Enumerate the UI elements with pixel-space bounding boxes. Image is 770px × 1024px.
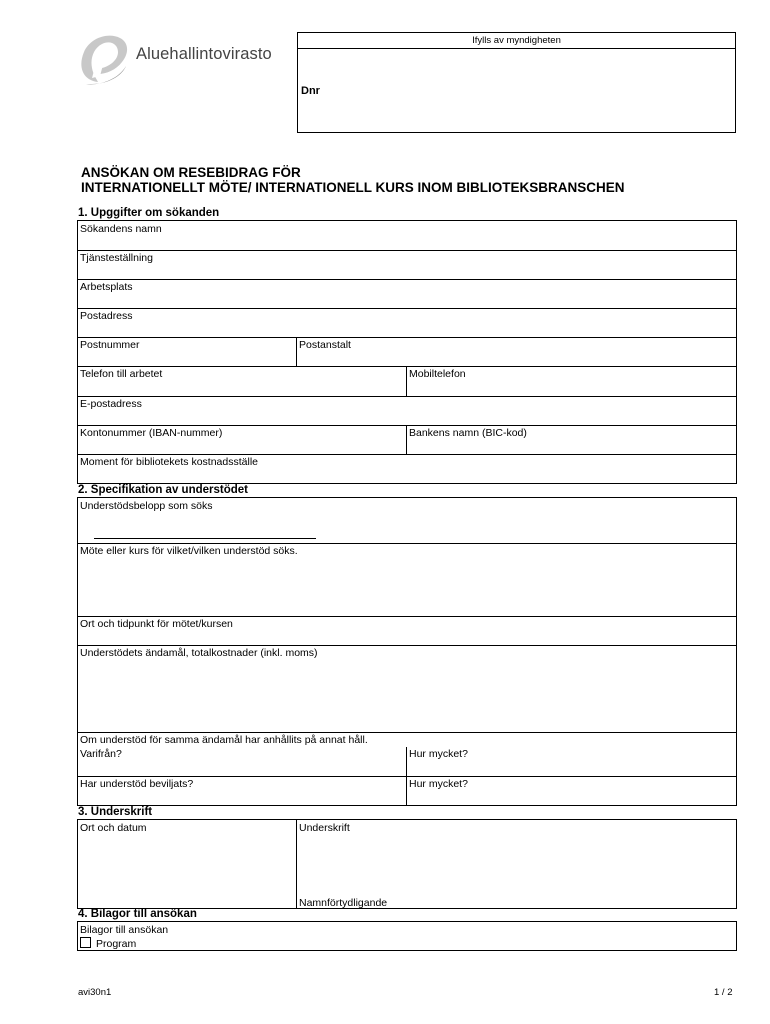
from-where-field[interactable]: Varifrån?: [80, 748, 122, 760]
dnr-label: Dnr: [301, 85, 320, 97]
program-checkbox[interactable]: [80, 937, 91, 948]
section3-heading: 3. Underskrift: [78, 806, 153, 818]
section2-box: [77, 497, 737, 806]
section1-box: [77, 220, 737, 484]
form-title-line1: ANSÖKAN OM RESEBIDRAG FÖR: [81, 165, 301, 180]
place-date-field[interactable]: Ort och datum: [80, 822, 147, 834]
email-field[interactable]: E-postadress: [80, 398, 142, 410]
page-number: 1 / 2: [714, 987, 733, 998]
meeting-field[interactable]: Möte eller kurs för vilket/vilken understöd söks.: [80, 545, 298, 557]
granted-field[interactable]: Har understöd beviljats?: [80, 778, 194, 790]
account-number-field[interactable]: Kontonummer (IBAN-nummer): [80, 427, 223, 439]
workplace-field[interactable]: Arbetsplats: [80, 281, 133, 293]
program-label: Program: [96, 938, 137, 950]
postal-address-field[interactable]: Postadress: [80, 310, 133, 322]
bank-name-field[interactable]: Bankens namn (BIC-kod): [409, 427, 527, 439]
amount-field[interactable]: Understödsbelopp som söks: [80, 500, 213, 512]
work-phone-field[interactable]: Telefon till arbetet: [80, 368, 163, 380]
how-much-field-1[interactable]: Hur mycket?: [409, 748, 468, 760]
cost-center-field[interactable]: Moment för bibliotekets kostnadsställe: [80, 456, 259, 468]
how-much-field-2[interactable]: Hur mycket?: [409, 778, 468, 790]
name-clarification-field[interactable]: Namnförtydligande: [299, 897, 388, 909]
other-funding-label: Om understöd för samma ändamål har anhållits på annat håll.: [80, 734, 368, 746]
applicant-name-field[interactable]: Sökandens namn: [80, 223, 162, 235]
section2-heading: 2. Specifikation av understödet: [78, 484, 248, 496]
logo-icon: [78, 30, 132, 86]
amount-underline: [94, 538, 316, 539]
authority-box-title: Ifylls av myndigheten: [298, 33, 735, 49]
logo: [78, 30, 288, 86]
section4-box: [77, 921, 737, 951]
post-office-field[interactable]: Postanstalt: [299, 339, 351, 351]
section3-box: [77, 819, 737, 909]
section1-heading: 1. Upggifter om sökanden: [78, 207, 220, 219]
form-code: avi30n1: [78, 987, 112, 998]
signature-field[interactable]: Underskrift: [299, 822, 350, 834]
logo-text: Aluehallintovirasto: [136, 45, 272, 63]
form-title-line2: INTERNATIONELLT MÖTE/ INTERNATIONELL KURS INOM BIBLIOTEKSBRANSCHEN: [81, 180, 625, 195]
place-time-field[interactable]: Ort och tidpunkt för mötet/kursen: [80, 618, 233, 630]
authority-use-box: [297, 32, 736, 133]
position-field[interactable]: Tjänsteställning: [80, 252, 153, 264]
purpose-field[interactable]: Understödets ändamål, totalkostnader (inkl. moms): [80, 647, 318, 659]
postal-code-field[interactable]: Postnummer: [80, 339, 140, 351]
section4-heading: 4. Bilagor till ansökan: [78, 908, 197, 920]
mobile-field[interactable]: Mobiltelefon: [409, 368, 466, 380]
attachments-label: Bilagor till ansökan: [80, 924, 169, 936]
